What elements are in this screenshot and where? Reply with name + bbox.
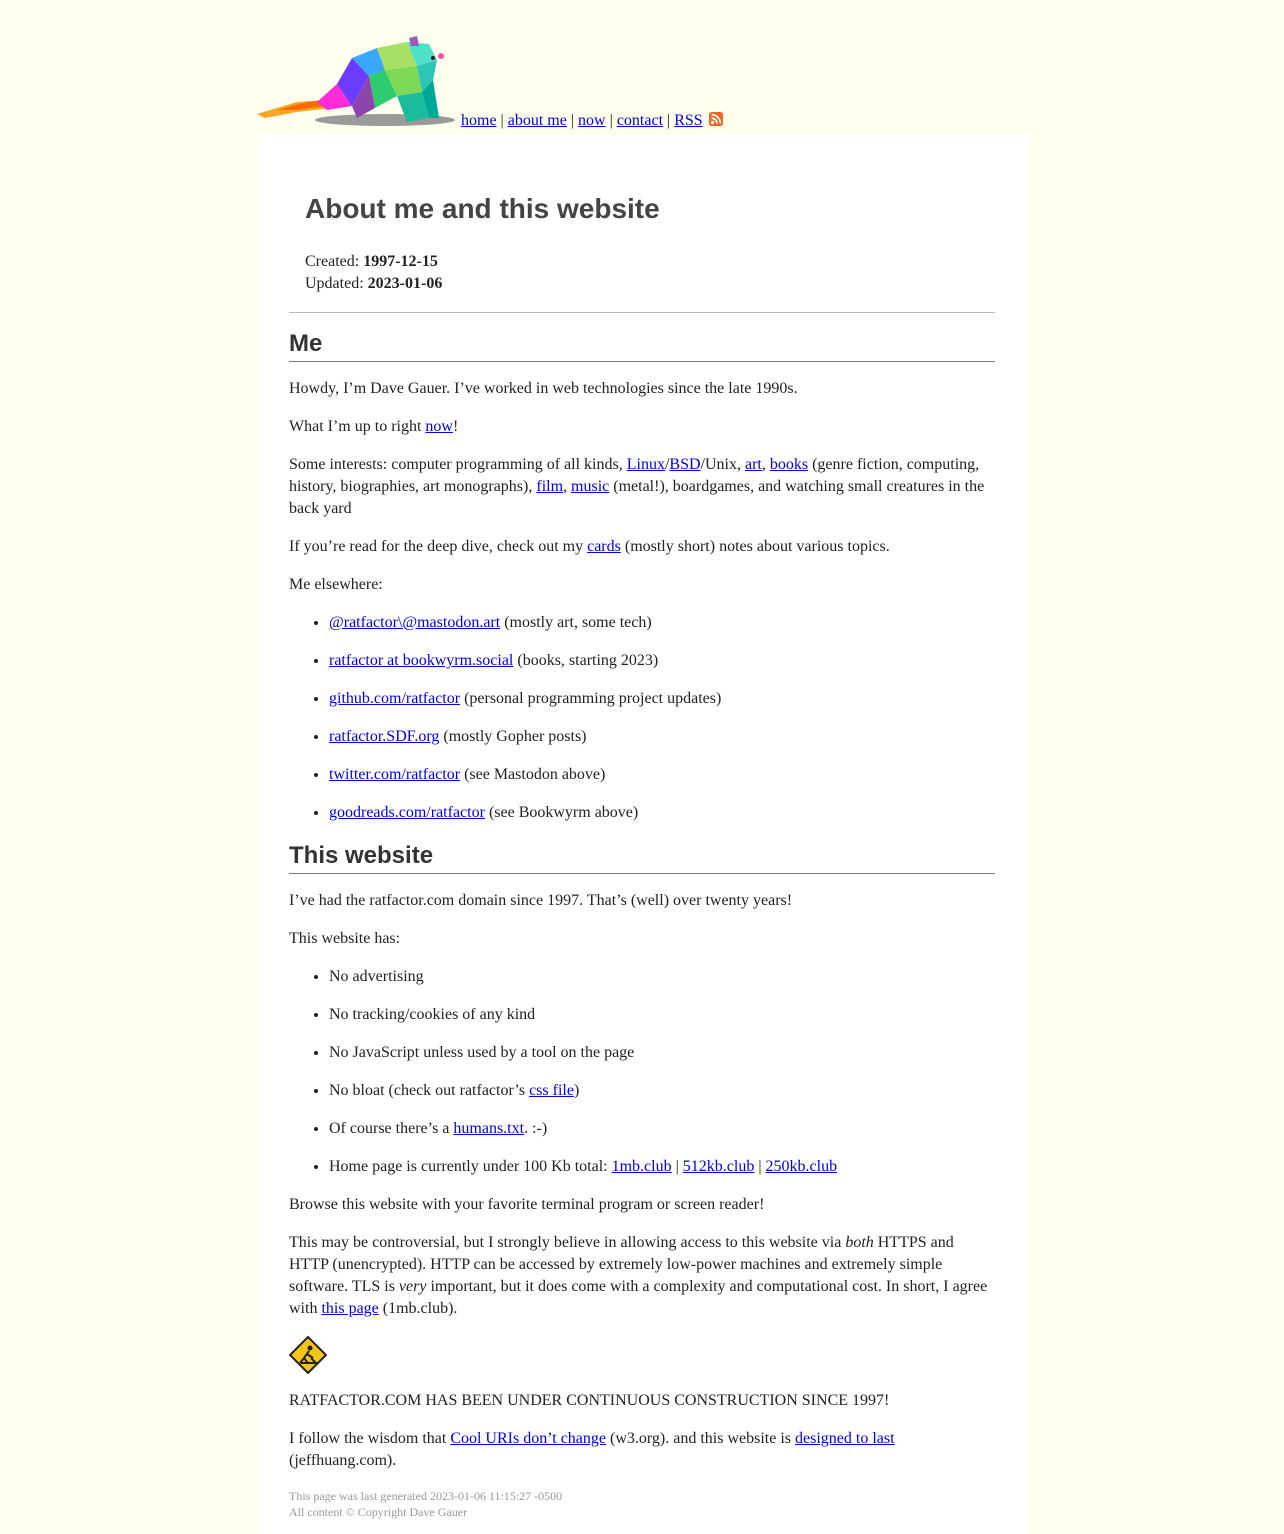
list-item: • ratfactor at bookwyrm.social (books, starting 2023) — [329, 650, 995, 672]
250kb-club-link[interactable]: 250kb.club — [765, 1158, 838, 1175]
nav-contact[interactable]: contact — [616, 112, 664, 129]
main-content — [257, 134, 1027, 1534]
goodreads-link[interactable]: goodreads.com/ratfactor — [329, 804, 485, 821]
updated-date: 2023-01-06 — [367, 275, 443, 292]
1mb-club-link[interactable]: 1mb.club — [611, 1158, 672, 1175]
created-date: 1997-12-15 — [363, 253, 438, 270]
now-link[interactable]: now — [425, 418, 453, 435]
now-paragraph: What I’m up to right now! — [289, 418, 459, 435]
website-features-list — [289, 966, 995, 1178]
512kb-club-link[interactable]: 512kb.club — [682, 1158, 755, 1175]
intro-paragraph: Howdy, I’m Dave Gauer. I’ve worked in web technologies since the late 1990s. — [289, 380, 798, 397]
sdf-link[interactable]: ratfactor.SDF.org — [329, 728, 440, 745]
list-item: • github.com/ratfactor (personal programming project updates) — [329, 688, 995, 710]
music-link[interactable]: music — [571, 478, 610, 495]
elsewhere-label: Me elsewhere: — [289, 576, 383, 593]
nav-separator: | — [667, 112, 671, 129]
site-header — [257, 36, 1027, 134]
http-paragraph: This may be controversial, but I strongly believe in allowing access to this website via both HTTPS and HTTP (unencrypted). HTTP can be accessed by extremely low-power machines and extremely simple software. TLS is very important, but it does come with a complexity and computational cost. In short, I agree with this page (1mb.club). — [289, 1234, 988, 1317]
construction-sign-icon — [289, 1336, 327, 1374]
nav-separator: | — [500, 112, 504, 129]
art-link[interactable]: art — [744, 456, 762, 473]
nav-rss[interactable]: RSS — [674, 112, 703, 129]
twitter-link[interactable]: twitter.com/ratfactor — [329, 766, 461, 783]
nav-separator: | — [570, 112, 575, 129]
cards-paragraph: If you’re read for the deep dive, check out my cards (mostly short) notes about various topics. — [289, 538, 890, 555]
copyright: All content © Copyright Dave Gauer — [289, 1505, 468, 1519]
construction-banner: RATFACTOR.COM HAS BEEN UNDER CONTINUOUS CONSTRUCTION SINCE 1997! — [289, 1392, 890, 1409]
page-title: About me and this website — [305, 193, 660, 224]
list-item: • ratfactor.SDF.org (mostly Gopher posts) — [329, 726, 995, 748]
designed-to-last-link[interactable]: designed to last — [795, 1430, 895, 1447]
list-item: • @ratfactor\@mastodon.art (mostly art, some tech) — [329, 612, 995, 634]
rat-logo[interactable] — [257, 36, 457, 128]
film-link[interactable]: film — [536, 478, 564, 495]
nav-about[interactable]: about me — [507, 112, 567, 129]
list-item: • twitter.com/ratfactor (see Mastodon above) — [329, 764, 995, 786]
humans-txt-link[interactable]: humans.txt — [453, 1120, 525, 1137]
nav-separator: | — [609, 112, 613, 129]
list-item: • Home page is currently under 100 Kb total: 1mb.club | 512kb.club | 250kb.club — [329, 1156, 995, 1178]
interests-paragraph: Some interests: computer programming of all kinds, Linux/BSD/Unix, art, books (genre fiction, computing, history, biographies, art monographs), film, music (metal!), boardgames, and watching small creatures in the back yard — [289, 456, 985, 517]
section-heading-website: This website — [289, 840, 995, 874]
top-nav — [461, 111, 723, 131]
page-footer — [289, 1488, 995, 1520]
list-item: • goodreads.com/ratfactor (see Bookwyrm above) — [329, 802, 995, 824]
list-item: • No advertising — [329, 966, 995, 988]
website-has-label: This website has: — [289, 930, 401, 947]
css-file-link[interactable]: css file — [529, 1082, 574, 1099]
list-item: • No tracking/cookies of any kind — [329, 1004, 995, 1026]
domain-paragraph: I’ve had the ratfactor.com domain since 1997. That’s (well) over twenty years! — [289, 892, 793, 909]
list-item: • No bloat (check out ratfactor’s css file) — [329, 1080, 995, 1102]
bsd-link[interactable]: BSD — [669, 456, 701, 473]
list-item: • Of course there’s a humans.txt. :-) — [329, 1118, 995, 1140]
wisdom-paragraph: I follow the wisdom that Cool URIs don’t change (w3.org). and this website is designed to last (jeffhuang.com). — [289, 1430, 895, 1469]
bookwyrm-link[interactable]: ratfactor at bookwyrm.social — [329, 652, 514, 669]
nav-home[interactable]: home — [461, 112, 497, 129]
section-heading-me: Me — [289, 328, 995, 362]
cool-uris-link[interactable]: Cool URIs don’t change — [450, 1430, 606, 1447]
mastodon-link[interactable]: @ratfactor\@mastodon.art — [329, 614, 501, 631]
divider — [289, 312, 995, 313]
updated-label: Updated: — [305, 275, 364, 292]
rss-icon[interactable] — [709, 112, 723, 126]
books-link[interactable]: books — [769, 456, 809, 473]
cards-link[interactable]: cards — [587, 538, 621, 555]
linux-link[interactable]: Linux — [626, 456, 665, 473]
generated-timestamp: This page was last generated 2023-01-06 11:15:27 -0500 — [289, 1489, 563, 1503]
created-label: Created: — [305, 253, 360, 270]
elsewhere-list — [289, 612, 995, 824]
nav-now[interactable]: now — [578, 112, 606, 129]
page-dates — [305, 251, 442, 295]
browse-paragraph: Browse this website with your favorite terminal program or screen reader! — [289, 1196, 765, 1213]
github-link[interactable]: github.com/ratfactor — [329, 690, 461, 707]
this-page-link[interactable]: this page — [321, 1300, 379, 1317]
list-item: • No JavaScript unless used by a tool on the page — [329, 1042, 995, 1064]
